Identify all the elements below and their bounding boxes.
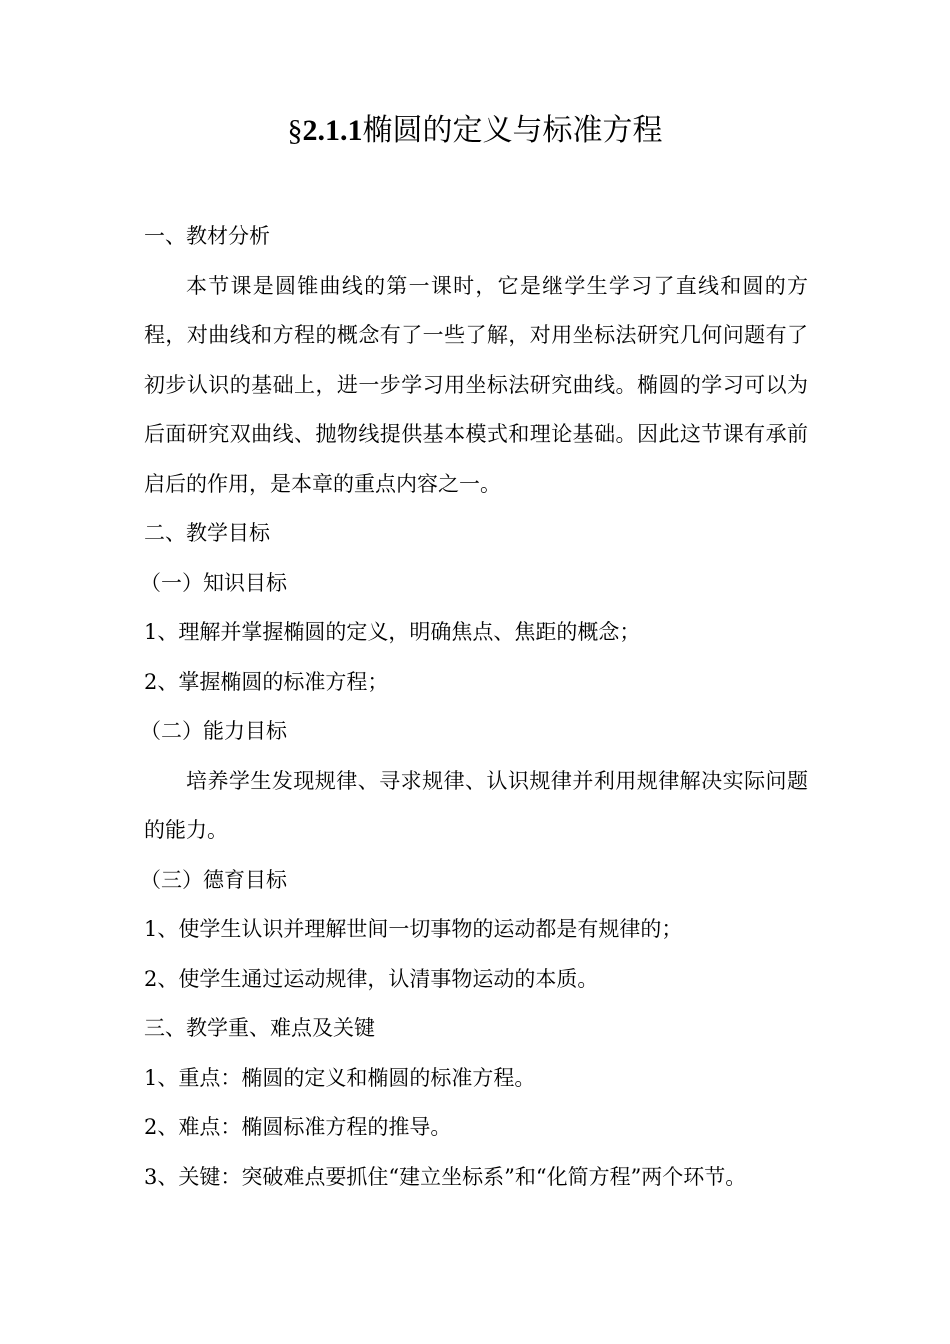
moral-objective-item-1: 1、使学生认识并理解世间一切事物的运动都是有规律的； xyxy=(144,917,683,941)
subheading-moral-objectives: （三）德育目标 xyxy=(140,867,287,892)
knowledge-objective-item-2: 2、掌握椭圆的标准方程； xyxy=(144,669,389,694)
subheading-ability-objectives: （二）能力目标 xyxy=(140,719,287,743)
section-heading-key-points: 三、教学重、难点及关键 xyxy=(144,1016,375,1040)
textbook-analysis-paragraph: 本节课是圆锥曲线的第一课时，它是继学生学习了直线和圆的方程，对曲线和方程的概念有了一些了解，对用坐标法研究几何问题有了初步认识的基础上，进一步学习用坐标法研究曲线。椭圆的学习可以为后面研究双曲线、抛物线提供基本模式和理论基础。因此这节课有承前启后的作用，是本章的重点内容之一。 xyxy=(144,273,808,496)
key-point-item-3: 3、关键：突破难点要抓住“建立坐标系”和“化简方程”两个环节。 xyxy=(144,1164,747,1189)
title-text: 椭圆的定义与标准方程 xyxy=(362,113,663,148)
section-heading-teaching-objectives: 二、教学目标 xyxy=(144,521,270,545)
key-point-item-1: 1、重点：椭圆的定义和椭圆的标准方程。 xyxy=(144,1065,536,1090)
key-point-item-2: 2、难点：椭圆标准方程的推导。 xyxy=(144,1115,452,1139)
moral-objective-item-2: 2、使学生通过运动规律，认清事物运动的本质。 xyxy=(144,966,599,991)
knowledge-objective-item-1: 1、理解并掌握椭圆的定义，明确焦点、焦距的概念； xyxy=(144,620,641,644)
document-title xyxy=(0,107,950,155)
document-body xyxy=(140,212,808,1202)
ability-objective-paragraph: 培养学生发现规律、寻求规律、认识规律并利用规律解决实际问题的能力。 xyxy=(144,768,808,842)
section-number: 2.1.1 xyxy=(302,114,363,147)
section-heading-textbook-analysis: 一、教材分析 xyxy=(144,224,270,248)
subheading-knowledge-objectives: （一）知识目标 xyxy=(140,570,287,595)
section-symbol: § xyxy=(287,114,303,147)
